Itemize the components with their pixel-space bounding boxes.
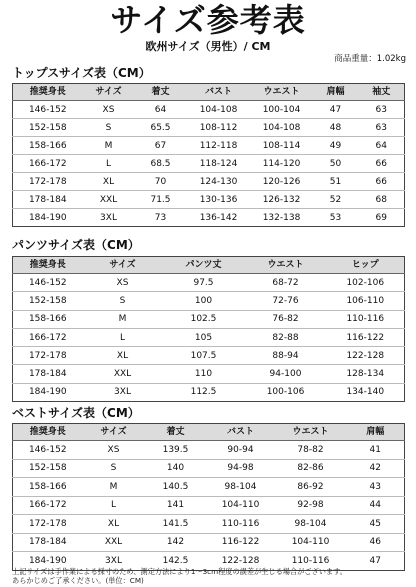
column-header: 推奨身長	[13, 424, 83, 441]
table-cell: 63	[359, 101, 405, 119]
vest-size-table	[12, 423, 405, 571]
table-cell: 110-116	[207, 515, 275, 534]
table-header-row	[13, 84, 405, 101]
table-cell: 104-108	[187, 101, 251, 119]
table-row	[13, 173, 405, 191]
table-header-row	[13, 257, 405, 274]
table-cell: 172-178	[13, 173, 83, 191]
column-header: 推奨身長	[13, 257, 83, 274]
table-cell: 152-158	[13, 459, 83, 478]
table-cell: 66	[359, 173, 405, 191]
table-cell: XXL	[83, 191, 135, 209]
table-cell: L	[83, 328, 163, 346]
table-row	[13, 347, 405, 365]
table-cell: 124-130	[187, 173, 251, 191]
table-cell: 132-138	[262, 212, 301, 223]
column-header: 着丈	[145, 424, 207, 441]
table-cell: 166-172	[13, 328, 83, 346]
table-cell: 139.5	[145, 441, 207, 460]
table-cell: 110	[163, 365, 245, 383]
table-cell: 68	[359, 191, 405, 209]
table-cell: 43	[347, 478, 405, 497]
table-cell: 88-94	[245, 347, 327, 365]
column-header: バスト	[207, 424, 275, 441]
table-cell: 116-122	[327, 328, 405, 346]
table-cell: 82-86	[275, 459, 347, 478]
table-cell: 116-122	[207, 533, 275, 552]
table-row	[13, 191, 405, 209]
table-header-row	[13, 424, 405, 441]
table-row	[13, 365, 405, 383]
table-cell: 134-140	[346, 387, 385, 398]
table-cell: 47	[313, 101, 359, 119]
table-cell: 67	[135, 137, 187, 155]
table-row	[13, 496, 405, 515]
table-cell: 152-158	[13, 292, 83, 310]
column-header: 推奨身長	[13, 84, 83, 101]
table-cell: 82-88	[245, 328, 327, 346]
table-cell: 47	[369, 555, 381, 566]
table-cell: 100	[163, 292, 245, 310]
table-cell: 178-184	[13, 191, 83, 209]
table-cell: 106-110	[327, 292, 405, 310]
table-cell: 128-134	[327, 365, 405, 383]
table-cell: 65.5	[135, 119, 187, 137]
table-cell: 102-106	[327, 274, 405, 292]
table-cell: M	[83, 137, 135, 155]
table-cell: 100-106	[266, 387, 305, 398]
table-cell: 146-152	[13, 274, 83, 292]
page-title: サイズ参考表	[110, 1, 306, 39]
table-cell: 48	[313, 119, 359, 137]
table-cell: 92-98	[275, 496, 347, 515]
table-cell: 184-190	[28, 555, 67, 566]
table-cell: XXL	[83, 533, 145, 552]
pants-section-title: パンツサイズ表（CM）	[12, 238, 140, 252]
tops-size-table	[12, 83, 405, 227]
table-cell: 68.5	[135, 155, 187, 173]
table-cell: 107.5	[163, 347, 245, 365]
table-cell: S	[83, 292, 163, 310]
table-row	[13, 292, 405, 310]
vest-section-title: ベストサイズ表（CM）	[12, 406, 140, 420]
table-cell: 70	[135, 173, 187, 191]
table-row	[13, 328, 405, 346]
table-cell: 104-110	[207, 496, 275, 515]
table-cell: 130-136	[187, 191, 251, 209]
table-cell: 90-94	[207, 441, 275, 460]
table-row	[13, 459, 405, 478]
table-row	[13, 137, 405, 155]
column-header: パンツ丈	[163, 257, 245, 274]
table-cell: 184-190	[28, 212, 67, 223]
table-cell: 100-104	[251, 101, 313, 119]
table-cell: 172-178	[13, 347, 83, 365]
table-cell: 102.5	[163, 310, 245, 328]
column-header: ウエスト	[251, 84, 313, 101]
footnote-line-1: 上記サイズは手作業による採寸のため、測定方法により1～3cm程度の誤差が生じる場合がございます。	[12, 567, 347, 576]
table-cell: XS	[83, 101, 135, 119]
table-cell: 110-116	[291, 555, 330, 566]
table-cell: 63	[359, 119, 405, 137]
table-cell: 98-104	[207, 478, 275, 497]
table-cell: 126-132	[251, 191, 313, 209]
table-row	[13, 533, 405, 552]
table-cell: 3XL	[100, 212, 117, 223]
table-row	[13, 478, 405, 497]
page-subtitle: 欧州サイズ（男性）/ CM	[145, 40, 271, 53]
table-cell: 94-98	[207, 459, 275, 478]
table-cell: M	[83, 478, 145, 497]
table-row	[13, 441, 405, 460]
table-cell: 97.5	[163, 274, 245, 292]
table-cell: 41	[347, 441, 405, 460]
table-cell: M	[83, 310, 163, 328]
table-cell: 42	[347, 459, 405, 478]
table-cell: 69	[375, 212, 387, 223]
table-cell: 94-100	[245, 365, 327, 383]
table-cell: 166-172	[13, 496, 83, 515]
table-cell: L	[83, 496, 145, 515]
table-cell: 142.5	[162, 555, 189, 566]
table-cell: 108-114	[251, 137, 313, 155]
column-header: 肩幅	[347, 424, 405, 441]
table-cell: 73	[154, 212, 167, 223]
column-header: ウエスト	[245, 257, 327, 274]
table-cell: 66	[359, 155, 405, 173]
table-cell: 68-72	[245, 274, 327, 292]
table-row	[13, 310, 405, 328]
table-cell: 122-128	[221, 555, 260, 566]
table-row	[13, 119, 405, 137]
table-row	[13, 101, 405, 119]
table-cell: 142	[145, 533, 207, 552]
table-cell: XL	[83, 347, 163, 365]
table-cell: 44	[347, 496, 405, 515]
table-cell: 50	[313, 155, 359, 173]
table-cell: L	[83, 155, 135, 173]
table-cell: 178-184	[13, 365, 83, 383]
table-cell: 3XL	[114, 387, 131, 398]
table-cell: XL	[83, 515, 145, 534]
table-cell: 118-124	[187, 155, 251, 173]
table-cell: 146-152	[13, 441, 83, 460]
table-cell: 72-76	[245, 292, 327, 310]
table-cell: 104-108	[251, 119, 313, 137]
table-cell: 110-116	[327, 310, 405, 328]
table-cell: XL	[83, 173, 135, 191]
column-header: サイズ	[83, 257, 163, 274]
table-cell: 78-82	[275, 441, 347, 460]
table-cell: 141.5	[145, 515, 207, 534]
table-row	[13, 383, 405, 401]
table-cell: XS	[83, 274, 163, 292]
measurement-footnote	[12, 567, 404, 585]
table-cell: 3XL	[105, 555, 122, 566]
table-cell: 120-126	[251, 173, 313, 191]
column-header: ウエスト	[275, 424, 347, 441]
table-cell: 104-110	[275, 533, 347, 552]
table-cell: 112-118	[187, 137, 251, 155]
table-cell: 122-128	[327, 347, 405, 365]
column-header: バスト	[187, 84, 251, 101]
table-cell: 52	[313, 191, 359, 209]
table-cell: 108-112	[187, 119, 251, 137]
table-cell: 105	[163, 328, 245, 346]
table-cell: 158-166	[13, 137, 83, 155]
column-header: サイズ	[83, 424, 145, 441]
table-cell: 45	[347, 515, 405, 534]
table-cell: 172-178	[13, 515, 83, 534]
table-row	[13, 209, 405, 227]
table-row	[13, 155, 405, 173]
table-cell: 49	[313, 137, 359, 155]
table-cell: XS	[83, 441, 145, 460]
column-header: 肩幅	[313, 84, 359, 101]
table-cell: S	[83, 459, 145, 478]
table-cell: 98-104	[275, 515, 347, 534]
table-cell: 152-158	[13, 119, 83, 137]
table-cell: 53	[329, 212, 342, 223]
table-row	[13, 515, 405, 534]
table-cell: 112.5	[190, 387, 217, 398]
table-cell: 141	[145, 496, 207, 515]
footnote-line-2: あらかじめご了承ください。(単位：CM)	[12, 576, 144, 585]
table-cell: 184-190	[28, 387, 67, 398]
table-cell: 140.5	[145, 478, 207, 497]
table-cell: 178-184	[13, 533, 83, 552]
pants-size-table	[12, 256, 405, 402]
table-cell: 86-92	[275, 478, 347, 497]
column-header: サイズ	[83, 84, 135, 101]
table-cell: 158-166	[13, 310, 83, 328]
table-cell: 140	[145, 459, 207, 478]
product-weight-note: 商品重量：1.02kg	[334, 54, 406, 64]
table-cell: 64	[359, 137, 405, 155]
table-cell: 64	[135, 101, 187, 119]
table-cell: S	[83, 119, 135, 137]
table-cell: XXL	[83, 365, 163, 383]
table-cell: 136-142	[199, 212, 238, 223]
table-cell: 51	[313, 173, 359, 191]
column-header: ヒップ	[327, 257, 405, 274]
column-header: 袖丈	[359, 84, 405, 101]
table-row	[13, 274, 405, 292]
table-cell: 71.5	[135, 191, 187, 209]
table-cell: 146-152	[13, 101, 83, 119]
table-cell: 46	[347, 533, 405, 552]
table-cell: 158-166	[13, 478, 83, 497]
table-cell: 114-120	[251, 155, 313, 173]
column-header: 着丈	[135, 84, 187, 101]
table-cell: 166-172	[13, 155, 83, 173]
table-cell: 76-82	[245, 310, 327, 328]
tops-section-title: トップスサイズ表（CM）	[12, 66, 151, 80]
